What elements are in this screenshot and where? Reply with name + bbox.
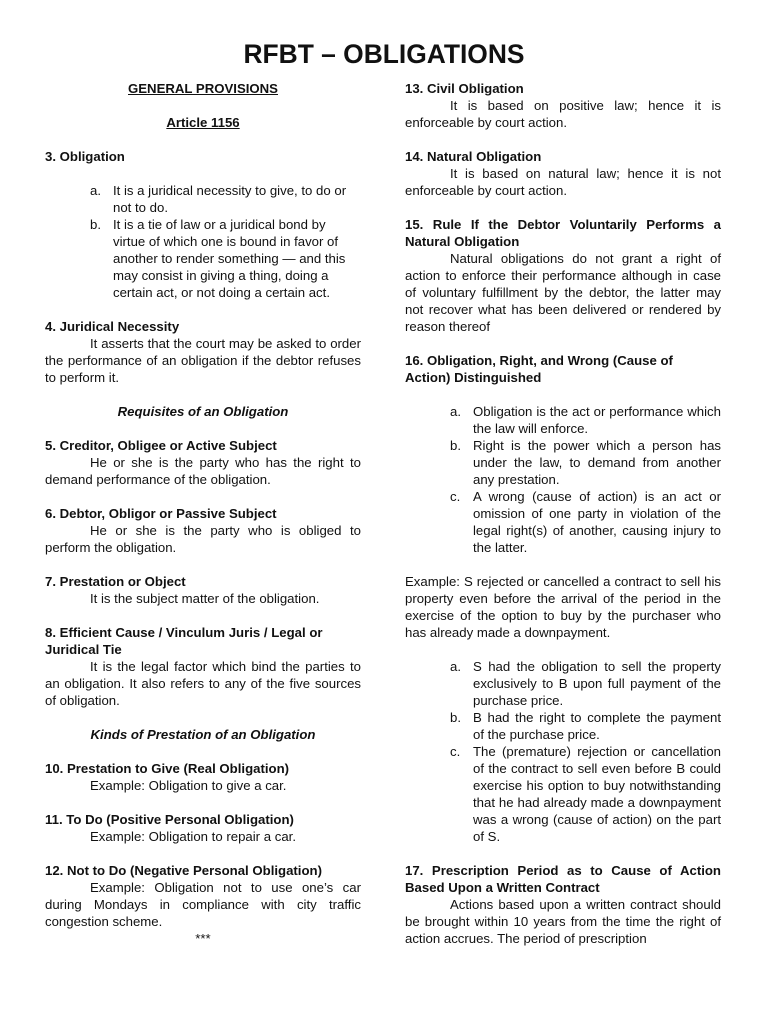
article-heading: Article 1156 bbox=[166, 115, 240, 130]
list-item bbox=[450, 437, 721, 488]
item-4-body: It asserts that the court may be asked to order the performance of an obligation if the debtor refuses to perform it. bbox=[45, 336, 361, 385]
list-marker: c. bbox=[450, 744, 461, 759]
item-8-body: It is the legal factor which bind the parties to an obligation. It also refers to any of the five sources of obligation. bbox=[45, 659, 361, 708]
list-marker: b. bbox=[450, 438, 461, 453]
item-5-heading: 5. Creditor, Obligee or Active Subject bbox=[45, 438, 277, 453]
item-12-body: Example: Obligation not to use one’s car during Mondays in compliance with city traffic congestion scheme. bbox=[45, 880, 361, 929]
list-item bbox=[450, 403, 721, 437]
item-7-heading: 7. Prestation or Object bbox=[45, 574, 186, 589]
item-10-body: Example: Obligation to give a car. bbox=[90, 778, 287, 793]
item-4-heading: 4. Juridical Necessity bbox=[45, 319, 180, 334]
list-marker: a. bbox=[450, 659, 461, 674]
item-8-heading: 8. Efficient Cause / Vinculum Juris / Legal or Juridical Tie bbox=[45, 625, 323, 657]
list-marker: b. bbox=[450, 710, 461, 725]
list-marker: a. bbox=[90, 183, 101, 198]
list-marker: b. bbox=[90, 217, 101, 232]
list-item bbox=[450, 709, 721, 743]
list-marker: a. bbox=[450, 404, 461, 419]
item-16-list bbox=[405, 403, 721, 556]
item-12-heading: 12. Not to Do (Negative Personal Obligation) bbox=[45, 863, 322, 878]
list-item-text: A wrong (cause of action) is an act or omission of one party in violation of the legal right(s) of another, causing injury to the latter. bbox=[473, 489, 721, 555]
list-item bbox=[90, 216, 361, 301]
item-7-body: It is the subject matter of the obligation. bbox=[90, 591, 320, 606]
item-17-body: Actions based upon a written contract should be brought within 10 years from the time the right of action accrues. The period of prescription bbox=[405, 897, 721, 946]
item-6-heading: 6. Debtor, Obligor or Passive Subject bbox=[45, 506, 277, 521]
item-17-heading: 17. Prescription Period as to Cause of Action Based Upon a Written Contract bbox=[405, 863, 721, 895]
item-11-body: Example: Obligation to repair a car. bbox=[90, 829, 296, 844]
list-item bbox=[450, 488, 721, 556]
item-3-list bbox=[45, 182, 361, 301]
list-item-text: S had the obligation to sell the property exclusively to B upon full payment of the purchase price. bbox=[473, 659, 721, 708]
item-3-heading: 3. Obligation bbox=[45, 149, 125, 164]
left-column bbox=[45, 80, 361, 947]
item-14-heading: 14. Natural Obligation bbox=[405, 149, 542, 164]
list-marker: c. bbox=[450, 489, 461, 504]
list-item-text: The (premature) rejection or cancellation of the contract to sell even before B could exercise his option to buy notwithstanding that he had already made a downpayment was a wrong (cause of action) on the part of S. bbox=[473, 744, 721, 844]
item-15-heading: 15. Rule If the Debtor Voluntarily Performs a Natural Obligation bbox=[405, 217, 721, 249]
page-title: RFBT – OBLIGATIONS bbox=[243, 39, 525, 69]
item-5-body: He or she is the party who has the right to demand performance of the obligation. bbox=[45, 455, 361, 487]
requisites-heading: Requisites of an Obligation bbox=[117, 404, 289, 419]
right-column bbox=[405, 80, 721, 947]
kinds-heading: Kinds of Prestation of an Obligation bbox=[90, 727, 316, 742]
item-16-heading: 16. Obligation, Right, and Wrong (Cause of Action) Distinguished bbox=[405, 353, 673, 385]
list-item-text: B had the right to complete the payment of the purchase price. bbox=[473, 710, 721, 742]
list-item-text: It is a juridical necessity to give, to do or not to do. bbox=[113, 183, 347, 215]
item-14-body: It is based on natural law; hence it is not enforceable by court action. bbox=[405, 166, 721, 198]
item-11-heading: 11. To Do (Positive Personal Obligation) bbox=[45, 812, 294, 827]
section-separator: *** bbox=[195, 931, 211, 946]
list-item-text: Right is the power which a person has under the law, to demand from another any prestation. bbox=[473, 438, 721, 487]
item-13-body: It is based on positive law; hence it is enforceable by court action. bbox=[405, 98, 721, 130]
section-heading-general-provisions: GENERAL PROVISIONS bbox=[128, 81, 278, 96]
item-10-heading: 10. Prestation to Give (Real Obligation) bbox=[45, 761, 290, 776]
list-item-text: It is a tie of law or a juridical bond by virtue of which one is bound in favor of another to render something — and this may consist in giving a thing, doing a certain act, or not doing a certain act. bbox=[113, 217, 346, 300]
example-paragraph: Example: S rejected or cancelled a contract to sell his property even before the arrival of the period in the exercise of the option to buy by the purchaser who has already made a downpayment. bbox=[405, 574, 721, 640]
example-list bbox=[405, 658, 721, 845]
item-6-body: He or she is the party who is obliged to perform the obligation. bbox=[45, 523, 361, 555]
item-15-body: Natural obligations do not grant a right of action to enforce their performance although in case of voluntary fulfillment by the debtor, the latter may not recover what has been delivered or rendered by reason thereof bbox=[405, 251, 721, 334]
list-item bbox=[450, 658, 721, 709]
list-item bbox=[450, 743, 721, 845]
list-item-text: Obligation is the act or performance which the law will enforce. bbox=[473, 404, 721, 436]
item-13-heading: 13. Civil Obligation bbox=[405, 81, 524, 96]
list-item bbox=[90, 182, 361, 216]
